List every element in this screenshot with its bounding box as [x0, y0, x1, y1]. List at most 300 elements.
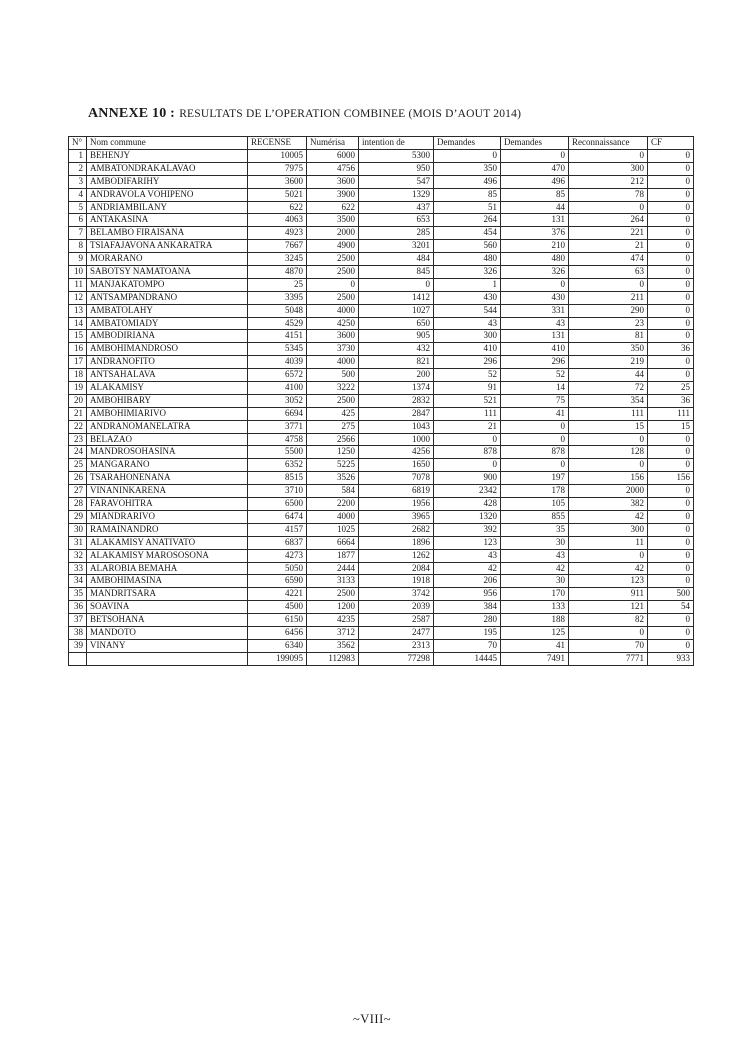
value-cell: 51	[434, 201, 501, 214]
value-cell: 2500	[307, 588, 359, 601]
value-cell: 0	[648, 498, 694, 511]
results-table	[68, 136, 694, 666]
value-cell: 35	[501, 523, 569, 536]
commune-name-cell: FARAVOHITRA	[87, 498, 248, 511]
value-cell: 264	[434, 214, 501, 227]
value-cell: 5050	[248, 562, 307, 575]
value-cell: 296	[501, 356, 569, 369]
value-cell: 470	[501, 162, 569, 175]
value-cell: 2500	[307, 291, 359, 304]
value-cell: 622	[248, 201, 307, 214]
value-cell: 331	[501, 304, 569, 317]
value-cell: 300	[434, 330, 501, 343]
table-row	[69, 639, 694, 652]
value-cell: 878	[434, 446, 501, 459]
value-cell: 133	[501, 601, 569, 614]
table-row	[69, 188, 694, 201]
row-number-cell: 25	[69, 459, 87, 472]
value-cell: 4000	[307, 356, 359, 369]
value-cell: 0	[569, 150, 648, 163]
row-number-cell: 19	[69, 382, 87, 395]
value-cell: 3730	[307, 343, 359, 356]
table-header	[69, 137, 694, 150]
column-header: intention de	[359, 137, 434, 150]
value-cell: 85	[434, 188, 501, 201]
value-cell: 6694	[248, 407, 307, 420]
value-cell: 547	[359, 175, 434, 188]
commune-name-cell: AMBOHIMIARIVO	[87, 407, 248, 420]
table-body	[69, 150, 694, 666]
value-cell: 77298	[359, 652, 434, 665]
value-cell: 4870	[248, 266, 307, 279]
value-cell: 500	[648, 588, 694, 601]
commune-name-cell: TSARAHONENANA	[87, 472, 248, 485]
row-number-cell	[69, 652, 87, 665]
value-cell: 2444	[307, 562, 359, 575]
value-cell: 0	[648, 626, 694, 639]
value-cell: 496	[501, 175, 569, 188]
commune-name-cell: BELAMBO FIRAISANA	[87, 227, 248, 240]
commune-name-cell: MANGARANO	[87, 459, 248, 472]
value-cell: 0	[648, 240, 694, 253]
table-row	[69, 601, 694, 614]
value-cell: 1896	[359, 536, 434, 549]
value-cell: 410	[434, 343, 501, 356]
value-cell: 6352	[248, 459, 307, 472]
row-number-cell: 15	[69, 330, 87, 343]
value-cell: 7771	[569, 652, 648, 665]
value-cell: 956	[434, 588, 501, 601]
value-cell: 2500	[307, 394, 359, 407]
value-cell: 36	[648, 343, 694, 356]
value-cell: 0	[434, 433, 501, 446]
value-cell: 8515	[248, 472, 307, 485]
value-cell: 4221	[248, 588, 307, 601]
value-cell: 131	[501, 330, 569, 343]
table-row	[69, 253, 694, 266]
value-cell: 156	[648, 472, 694, 485]
value-cell: 280	[434, 614, 501, 627]
row-number-cell: 7	[69, 227, 87, 240]
value-cell: 2000	[307, 227, 359, 240]
value-cell: 653	[359, 214, 434, 227]
value-cell: 4000	[307, 510, 359, 523]
value-cell: 6500	[248, 498, 307, 511]
value-cell: 500	[307, 369, 359, 382]
row-number-cell: 16	[69, 343, 87, 356]
value-cell: 70	[569, 639, 648, 652]
row-number-cell: 17	[69, 356, 87, 369]
value-cell: 2566	[307, 433, 359, 446]
value-cell: 2039	[359, 601, 434, 614]
table-row	[69, 240, 694, 253]
value-cell: 382	[569, 498, 648, 511]
value-cell: 1650	[359, 459, 434, 472]
column-header: Demandes	[501, 137, 569, 150]
value-cell: 1877	[307, 549, 359, 562]
commune-name-cell: BELAZAO	[87, 433, 248, 446]
value-cell: 199095	[248, 652, 307, 665]
commune-name-cell: RAMAINANDRO	[87, 523, 248, 536]
value-cell: 0	[501, 433, 569, 446]
value-cell: 275	[307, 420, 359, 433]
table-row	[69, 510, 694, 523]
row-number-cell: 8	[69, 240, 87, 253]
value-cell: 0	[648, 227, 694, 240]
value-cell: 2342	[434, 485, 501, 498]
value-cell: 206	[434, 575, 501, 588]
value-cell: 300	[569, 162, 648, 175]
value-cell: 7078	[359, 472, 434, 485]
row-number-cell: 12	[69, 291, 87, 304]
commune-name-cell: ALAKAMISY	[87, 382, 248, 395]
value-cell: 10005	[248, 150, 307, 163]
value-cell: 3222	[307, 382, 359, 395]
value-cell: 432	[359, 343, 434, 356]
value-cell: 7975	[248, 162, 307, 175]
table-row	[69, 382, 694, 395]
commune-name-cell: AMBODIFARIHY	[87, 175, 248, 188]
commune-name-cell: BEHENJY	[87, 150, 248, 163]
value-cell: 54	[648, 601, 694, 614]
value-cell: 3712	[307, 626, 359, 639]
row-number-cell: 24	[69, 446, 87, 459]
value-cell: 81	[569, 330, 648, 343]
value-cell: 0	[501, 420, 569, 433]
value-cell: 5225	[307, 459, 359, 472]
value-cell: 15	[569, 420, 648, 433]
table-row	[69, 472, 694, 485]
table-row	[69, 304, 694, 317]
value-cell: 0	[648, 317, 694, 330]
value-cell: 78	[569, 188, 648, 201]
value-cell: 1412	[359, 291, 434, 304]
value-cell: 0	[434, 150, 501, 163]
commune-name-cell: ANDRANOMANELATRA	[87, 420, 248, 433]
row-number-cell: 34	[69, 575, 87, 588]
row-number-cell: 22	[69, 420, 87, 433]
value-cell: 3395	[248, 291, 307, 304]
value-cell: 23	[569, 317, 648, 330]
value-cell: 70	[434, 639, 501, 652]
value-cell: 21	[569, 240, 648, 253]
value-cell: 2084	[359, 562, 434, 575]
value-cell: 3245	[248, 253, 307, 266]
value-cell: 6150	[248, 614, 307, 627]
value-cell: 0	[648, 330, 694, 343]
value-cell: 0	[648, 304, 694, 317]
row-number-cell: 32	[69, 549, 87, 562]
table-row	[69, 227, 694, 240]
value-cell: 30	[501, 536, 569, 549]
value-cell: 2500	[307, 253, 359, 266]
value-cell: 123	[569, 575, 648, 588]
value-cell: 496	[434, 175, 501, 188]
commune-name-cell: ANDRAVOLA VOHIPENO	[87, 188, 248, 201]
value-cell: 42	[501, 562, 569, 575]
row-number-cell: 39	[69, 639, 87, 652]
value-cell: 0	[648, 614, 694, 627]
row-number-cell: 13	[69, 304, 87, 317]
value-cell: 1320	[434, 510, 501, 523]
value-cell: 44	[501, 201, 569, 214]
value-cell: 0	[648, 291, 694, 304]
value-cell: 221	[569, 227, 648, 240]
value-cell: 430	[501, 291, 569, 304]
value-cell: 0	[648, 214, 694, 227]
value-cell: 0	[648, 639, 694, 652]
value-cell: 42	[434, 562, 501, 575]
value-cell: 3562	[307, 639, 359, 652]
commune-name-cell: MANDROSOHASINA	[87, 446, 248, 459]
value-cell: 6664	[307, 536, 359, 549]
value-cell: 0	[569, 549, 648, 562]
row-number-cell: 4	[69, 188, 87, 201]
commune-name-cell: MIANDRARIVO	[87, 510, 248, 523]
value-cell: 0	[648, 459, 694, 472]
value-cell: 43	[434, 549, 501, 562]
value-cell: 211	[569, 291, 648, 304]
row-number-cell: 20	[69, 394, 87, 407]
row-number-cell: 5	[69, 201, 87, 214]
row-number-cell: 33	[69, 562, 87, 575]
value-cell: 264	[569, 214, 648, 227]
table-row	[69, 162, 694, 175]
value-cell: 4235	[307, 614, 359, 627]
value-cell: 195	[434, 626, 501, 639]
value-cell: 131	[501, 214, 569, 227]
row-number-cell: 37	[69, 614, 87, 627]
value-cell: 285	[359, 227, 434, 240]
value-cell: 212	[569, 175, 648, 188]
value-cell: 1956	[359, 498, 434, 511]
value-cell: 350	[569, 343, 648, 356]
value-cell: 21	[434, 420, 501, 433]
table-row	[69, 498, 694, 511]
value-cell: 0	[648, 549, 694, 562]
value-cell: 0	[648, 562, 694, 575]
annexe-label: ANNEXE 10 :	[88, 106, 175, 121]
commune-name-cell: MANDRITSARA	[87, 588, 248, 601]
value-cell: 197	[501, 472, 569, 485]
value-cell: 0	[501, 150, 569, 163]
value-cell: 950	[359, 162, 434, 175]
table-row	[69, 330, 694, 343]
table-row	[69, 369, 694, 382]
value-cell: 128	[569, 446, 648, 459]
value-cell: 905	[359, 330, 434, 343]
commune-name-cell: ANDRIAMBILANY	[87, 201, 248, 214]
value-cell: 350	[434, 162, 501, 175]
value-cell: 0	[648, 446, 694, 459]
value-cell: 821	[359, 356, 434, 369]
value-cell: 6474	[248, 510, 307, 523]
value-cell: 4273	[248, 549, 307, 562]
table-row	[69, 150, 694, 163]
value-cell: 0	[648, 523, 694, 536]
value-cell: 15	[648, 420, 694, 433]
row-number-cell: 10	[69, 266, 87, 279]
value-cell: 5500	[248, 446, 307, 459]
value-cell: 2200	[307, 498, 359, 511]
table-row	[69, 175, 694, 188]
value-cell: 91	[434, 382, 501, 395]
value-cell: 650	[359, 317, 434, 330]
value-cell: 5048	[248, 304, 307, 317]
commune-name-cell: BETSOHANA	[87, 614, 248, 627]
row-number-cell: 29	[69, 510, 87, 523]
table-row	[69, 214, 694, 227]
row-number-cell: 14	[69, 317, 87, 330]
value-cell: 1027	[359, 304, 434, 317]
value-cell: 4250	[307, 317, 359, 330]
value-cell: 0	[501, 459, 569, 472]
value-cell: 376	[501, 227, 569, 240]
value-cell: 4157	[248, 523, 307, 536]
commune-name-cell: AMBATONDRAKALAVAO	[87, 162, 248, 175]
value-cell: 111	[434, 407, 501, 420]
row-number-cell: 6	[69, 214, 87, 227]
value-cell: 0	[648, 162, 694, 175]
value-cell: 584	[307, 485, 359, 498]
commune-name-cell: ANTSAMPANDRANO	[87, 291, 248, 304]
value-cell: 14	[501, 382, 569, 395]
value-cell: 0	[648, 575, 694, 588]
value-cell: 3710	[248, 485, 307, 498]
value-cell: 111	[569, 407, 648, 420]
value-cell: 170	[501, 588, 569, 601]
value-cell: 43	[501, 317, 569, 330]
column-header: Nom commune	[87, 137, 248, 150]
commune-name-cell: SOAVINA	[87, 601, 248, 614]
value-cell: 0	[648, 278, 694, 291]
value-cell: 425	[307, 407, 359, 420]
table-row	[69, 626, 694, 639]
row-number-cell: 36	[69, 601, 87, 614]
value-cell: 44	[569, 369, 648, 382]
value-cell: 0	[648, 188, 694, 201]
value-cell: 1918	[359, 575, 434, 588]
table-row	[69, 266, 694, 279]
value-cell: 75	[501, 394, 569, 407]
value-cell: 11	[569, 536, 648, 549]
value-cell: 0	[648, 175, 694, 188]
commune-name-cell: AMBODIRIANA	[87, 330, 248, 343]
value-cell: 4256	[359, 446, 434, 459]
value-cell: 410	[501, 343, 569, 356]
value-cell: 0	[569, 433, 648, 446]
value-cell: 878	[501, 446, 569, 459]
value-cell: 560	[434, 240, 501, 253]
value-cell: 4758	[248, 433, 307, 446]
value-cell: 156	[569, 472, 648, 485]
value-cell: 0	[569, 459, 648, 472]
title-text: RESULTATS DE L’OPERATION COMBINEE (MOIS D’AOUT 2014)	[179, 108, 522, 120]
column-header: RECENSE	[248, 137, 307, 150]
row-number-cell: 11	[69, 278, 87, 291]
commune-name-cell: TSIAFAJAVONA ANKARATRA	[87, 240, 248, 253]
table-row	[69, 575, 694, 588]
commune-name-cell: MANJAKATOMPO	[87, 278, 248, 291]
value-cell: 42	[569, 510, 648, 523]
value-cell: 0	[569, 278, 648, 291]
row-number-cell: 2	[69, 162, 87, 175]
value-cell: 1000	[359, 433, 434, 446]
table-row	[69, 343, 694, 356]
commune-name-cell: AMBATOLAHY	[87, 304, 248, 317]
row-number-cell: 18	[69, 369, 87, 382]
commune-name-cell: ALAKAMISY ANATIVATO	[87, 536, 248, 549]
value-cell: 384	[434, 601, 501, 614]
table-row	[69, 614, 694, 627]
value-cell: 911	[569, 588, 648, 601]
value-cell: 845	[359, 266, 434, 279]
commune-name-cell: ANTSAHALAVA	[87, 369, 248, 382]
value-cell: 296	[434, 356, 501, 369]
value-cell: 4063	[248, 214, 307, 227]
table-row	[69, 588, 694, 601]
column-header: Numérisa	[307, 137, 359, 150]
value-cell: 900	[434, 472, 501, 485]
table-row	[69, 394, 694, 407]
value-cell: 0	[648, 510, 694, 523]
value-cell: 63	[569, 266, 648, 279]
row-number-cell: 9	[69, 253, 87, 266]
value-cell: 1374	[359, 382, 434, 395]
totals-row	[69, 652, 694, 665]
value-cell: 42	[569, 562, 648, 575]
value-cell: 7667	[248, 240, 307, 253]
value-cell: 2832	[359, 394, 434, 407]
value-cell: 480	[434, 253, 501, 266]
value-cell: 0	[648, 369, 694, 382]
value-cell: 1262	[359, 549, 434, 562]
value-cell: 25	[248, 278, 307, 291]
row-number-cell: 3	[69, 175, 87, 188]
value-cell: 3771	[248, 420, 307, 433]
value-cell: 622	[307, 201, 359, 214]
value-cell: 4923	[248, 227, 307, 240]
value-cell: 4756	[307, 162, 359, 175]
value-cell: 43	[501, 549, 569, 562]
table-row	[69, 536, 694, 549]
value-cell: 0	[569, 626, 648, 639]
table-row	[69, 291, 694, 304]
value-cell: 326	[434, 266, 501, 279]
table-row	[69, 485, 694, 498]
value-cell: 4100	[248, 382, 307, 395]
table-row	[69, 562, 694, 575]
value-cell: 0	[648, 253, 694, 266]
value-cell: 210	[501, 240, 569, 253]
value-cell: 41	[501, 639, 569, 652]
value-cell: 41	[501, 407, 569, 420]
value-cell: 72	[569, 382, 648, 395]
row-number-cell: 38	[69, 626, 87, 639]
value-cell: 0	[648, 150, 694, 163]
value-cell: 0	[307, 278, 359, 291]
value-cell: 3052	[248, 394, 307, 407]
value-cell: 30	[501, 575, 569, 588]
value-cell: 2500	[307, 266, 359, 279]
value-cell: 437	[359, 201, 434, 214]
table-row	[69, 549, 694, 562]
value-cell: 3500	[307, 214, 359, 227]
value-cell: 2477	[359, 626, 434, 639]
table-row	[69, 407, 694, 420]
value-cell: 4500	[248, 601, 307, 614]
value-cell: 933	[648, 652, 694, 665]
